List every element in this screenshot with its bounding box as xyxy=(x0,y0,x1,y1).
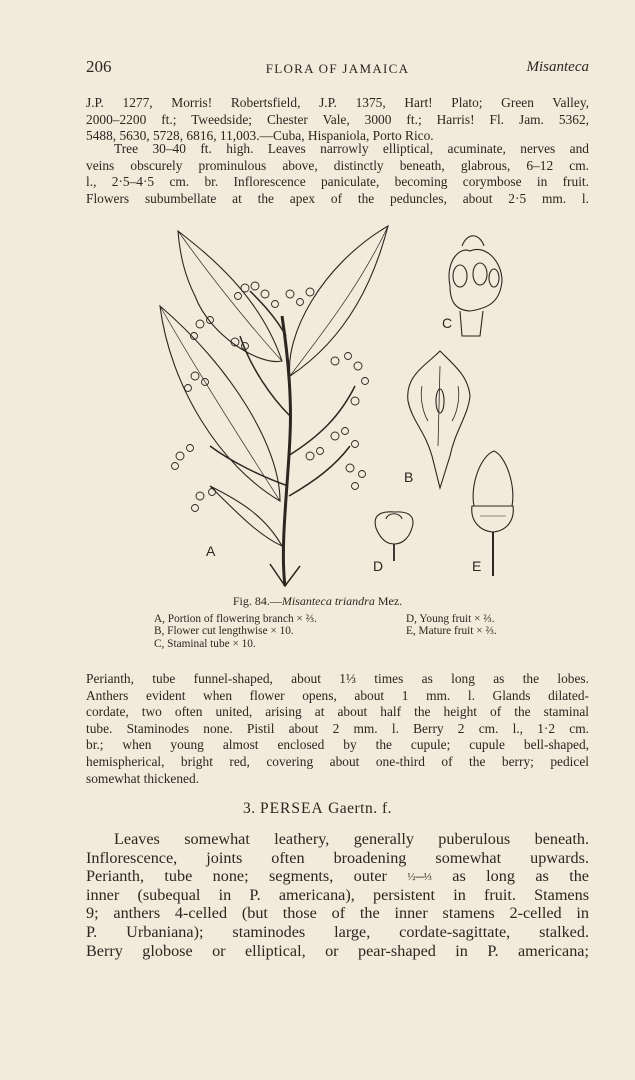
text-line: Berry globose or elliptical, or pear-shaped in P. americana; xyxy=(86,941,589,960)
running-title: FLORA OF JAMAICA xyxy=(265,61,410,76)
text-line: somewhat thickened. xyxy=(86,770,200,786)
legend-item-d: D, Young fruit × ⅔. xyxy=(406,613,495,625)
young-fruit-drawing xyxy=(375,512,413,561)
flowering-branch-drawing xyxy=(160,226,388,586)
text-line: J.P. 1277, Morris! Robertsfield, J.P. 1375, Hart! Plato; Green Valley, xyxy=(86,95,589,110)
text-line: Flowers subumbellate at the apex of the peduncles, about 2·5 mm. l. xyxy=(86,190,589,206)
text-line: Inflorescence, joints often broadening somewhat upwards. xyxy=(86,848,589,867)
text-line: br.; when young almost enclosed by the cupule; cupule bell-shaped, xyxy=(86,737,589,753)
text-line: l., 2·5–4·5 cm. br. Inflorescence paniculate, becoming corymbose in fruit. xyxy=(86,174,589,190)
flower-section-drawing xyxy=(408,351,470,488)
label-c: C xyxy=(442,315,453,331)
label-a: A xyxy=(206,543,216,559)
text-line: veins obscurely prominulous above, distinctly beneath, glabrous, 6–12 cm. xyxy=(86,157,589,173)
label-d: D xyxy=(373,558,384,574)
legend-item-e: E, Mature fruit × ⅔. xyxy=(406,625,497,638)
fraction-half: ½ xyxy=(407,871,416,884)
legend-item-c: C, Staminal tube × 10. xyxy=(154,637,256,650)
page-header xyxy=(86,57,589,81)
legend-column-left xyxy=(154,613,374,650)
text-line: Perianth, tube funnel-shaped, about 1⅓ times as long as the lobes. xyxy=(86,671,589,686)
text-line: Leaves somewhat leathery, generally puberulous beneath. xyxy=(114,830,589,848)
section-heading xyxy=(0,800,635,818)
legend-item-b: B, Flower cut lengthwise × 10. xyxy=(154,625,294,638)
section-author: Gaertn. f. xyxy=(328,800,393,817)
persea-paragraph xyxy=(86,830,589,960)
text-line: tube. Staminodes none. Pistil about 2 mm. l. Berry 2 cm. l., 1·2 cm. xyxy=(86,720,589,736)
text-line: 9; anthers 4-celled (but those of the inner stamens 2-celled in xyxy=(86,904,589,923)
text-line: P. Urbaniana); staminodes large, cordate-sagittate, stalked. xyxy=(86,922,589,941)
text-fragment: Perianth, tube none; segments, outer xyxy=(86,867,408,886)
text-line: 2000–2200 ft.; Tweedside; Chester Vale, 3000 ft.; Harris! Fl. Jam. 5362, xyxy=(86,111,589,127)
description-paragraph xyxy=(86,141,589,207)
text-line: hemispherical, bright red, covering about one-third of the berry; pedicel xyxy=(86,753,589,769)
page-number: 206 xyxy=(86,57,112,76)
caption-author: Mez. xyxy=(374,594,403,608)
label-b: B xyxy=(404,469,414,485)
legend-item-a: A, Portion of flowering branch × ⅔. xyxy=(154,613,317,625)
figure-caption xyxy=(0,594,635,609)
legend-column-right xyxy=(406,613,536,638)
botanical-illustration xyxy=(150,216,530,588)
text-line xyxy=(86,867,589,886)
caption-prefix: Fig. 84.— xyxy=(232,594,282,608)
text-line: Anthers evident when flower opens, about 1 mm. l. Glands dilated- xyxy=(86,687,589,703)
label-e: E xyxy=(472,558,482,574)
text-line: 5488, 5630, 5728, 6816, 11,003.—Cuba, Hispaniola, Porto Rico. xyxy=(86,128,434,144)
text-fragment: as long as the xyxy=(431,867,589,886)
staminal-tube-drawing xyxy=(449,236,502,336)
section-number: 3. xyxy=(242,800,256,817)
header-genus: Misanteca xyxy=(526,59,589,75)
text-line: cordate, two often united, arising at about half the height of the staminal xyxy=(86,704,589,720)
illustration-svg xyxy=(150,216,530,588)
text-line: inner (subequal in P. americana), persistent in fruit. Stamens xyxy=(86,885,589,904)
perianth-paragraph xyxy=(86,671,589,787)
fraction-dash: – xyxy=(415,867,424,886)
locality-paragraph xyxy=(86,95,589,145)
section-genus: PERSEA xyxy=(259,800,324,817)
caption-species: Misanteca triandra xyxy=(281,594,375,608)
text-line: Tree 30–40 ft. high. Leaves narrowly elliptical, acuminate, nerves and xyxy=(114,141,589,156)
fraction-third: ⅓ xyxy=(423,871,432,884)
